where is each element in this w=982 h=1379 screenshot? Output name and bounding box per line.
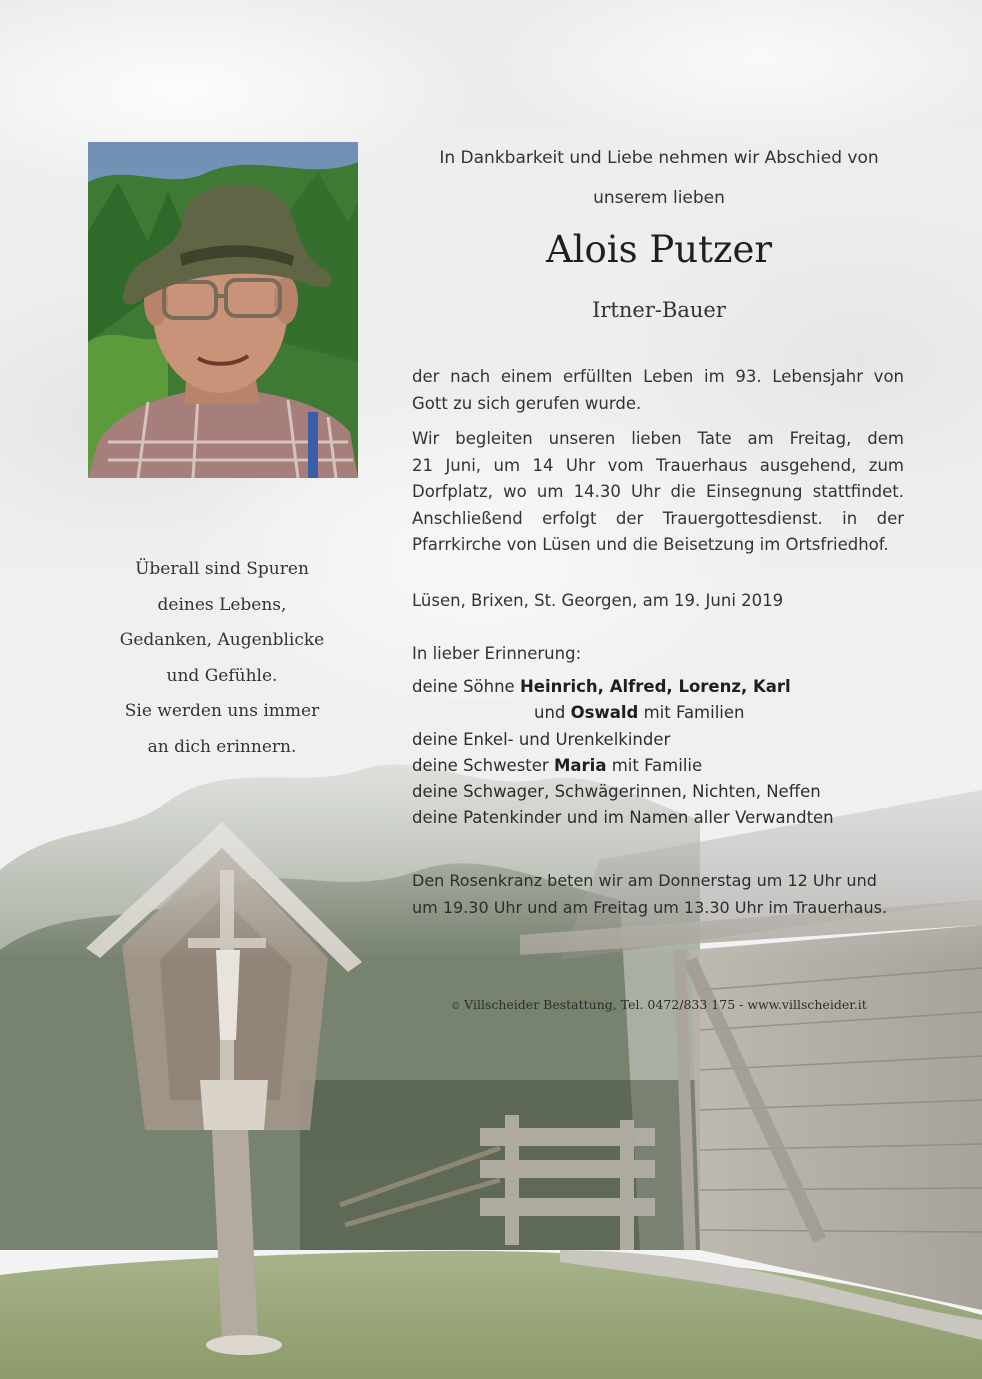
funeral-line: Dorfplatz, wo um 14.30 Uhr die Einsegnung stattfindet. — [412, 482, 904, 501]
family-in-laws: deine Schwager, Schwägerinnen, Nichten, Neffen — [412, 782, 821, 802]
family-text: deine Schwester — [412, 755, 549, 775]
family-names: Oswald — [570, 703, 639, 723]
funeral-line: Pfarrkirche von Lüsen und die Beisetzung im Ortsfriedhof. — [412, 535, 889, 554]
funeral-line: 21 Juni, um 14 Uhr vom Trauerhaus ausgehend, zum — [412, 455, 904, 475]
family-list — [412, 674, 834, 832]
family-grandchildren: deine Enkel- und Urenkelkinder — [412, 729, 671, 749]
quote-line: an dich erinnern. — [147, 736, 297, 757]
death-notice — [412, 364, 904, 417]
funeral-line: Anschließend erfolgt der Trauergottesdienst. in der — [412, 508, 904, 528]
family-text: mit Familie — [611, 755, 703, 775]
copyright-symbol: © — [451, 1002, 461, 1012]
intro-line: unserem lieben — [593, 188, 725, 208]
intro-line: In Dankbarkeit und Liebe nehmen wir Abschied von — [439, 148, 879, 168]
quote-line: und Gefühle. — [166, 665, 278, 686]
place-date-text: Lüsen, Brixen, St. Georgen, am 19. Juni 2019 — [412, 591, 784, 610]
family-text: mit Familien — [643, 703, 745, 723]
funeral-line: Wir begleiten unseren lieben Tate am Freitag, dem — [412, 429, 904, 448]
memory-heading — [412, 641, 581, 668]
rosary-line: um 19.30 Uhr und am Freitag um 13.30 Uhr im Trauerhaus. — [412, 897, 888, 917]
memorial-quote — [72, 552, 372, 765]
memory-heading-text: In lieber Erinnerung: — [412, 644, 582, 663]
deceased-name: Alois Putzer — [545, 228, 773, 271]
quote-line: Sie werden uns immer — [124, 701, 320, 721]
death-line: der nach einem erfüllten Leben im 93. Lebensjahr von — [412, 367, 904, 386]
portrait-photo — [88, 142, 358, 478]
family-sons — [412, 674, 834, 700]
undertaker-footer — [412, 997, 906, 1012]
family-godchildren: deine Patenkinder und im Namen aller Verwandten — [412, 808, 834, 828]
family-names: Maria — [553, 755, 607, 775]
death-line: Gott zu sich gerufen wurde. — [412, 393, 642, 413]
deceased-nickname: Irtner-Bauer — [592, 298, 726, 322]
rosary-line: Den Rosenkranz beten wir am Donnerstag um 12 Uhr und — [412, 871, 877, 890]
footer-text: Villscheider Bestattung, Tel. 0472/833 175 - www.villscheider.it — [464, 997, 867, 1012]
quote-line: deines Lebens, — [157, 594, 287, 615]
family-text: und — [534, 703, 566, 723]
family-names: Heinrich, Alfred, Lorenz, Karl — [519, 677, 791, 696]
place-date — [412, 588, 783, 615]
quote-line: Überall sind Spuren — [135, 559, 309, 579]
rosary-notice — [412, 868, 906, 921]
family-sons-cont — [412, 700, 834, 726]
quote-line: Gedanken, Augenblicke — [119, 630, 325, 650]
funeral-notice — [412, 426, 904, 559]
family-sister — [412, 753, 834, 779]
family-text: deine Söhne — [412, 677, 515, 696]
